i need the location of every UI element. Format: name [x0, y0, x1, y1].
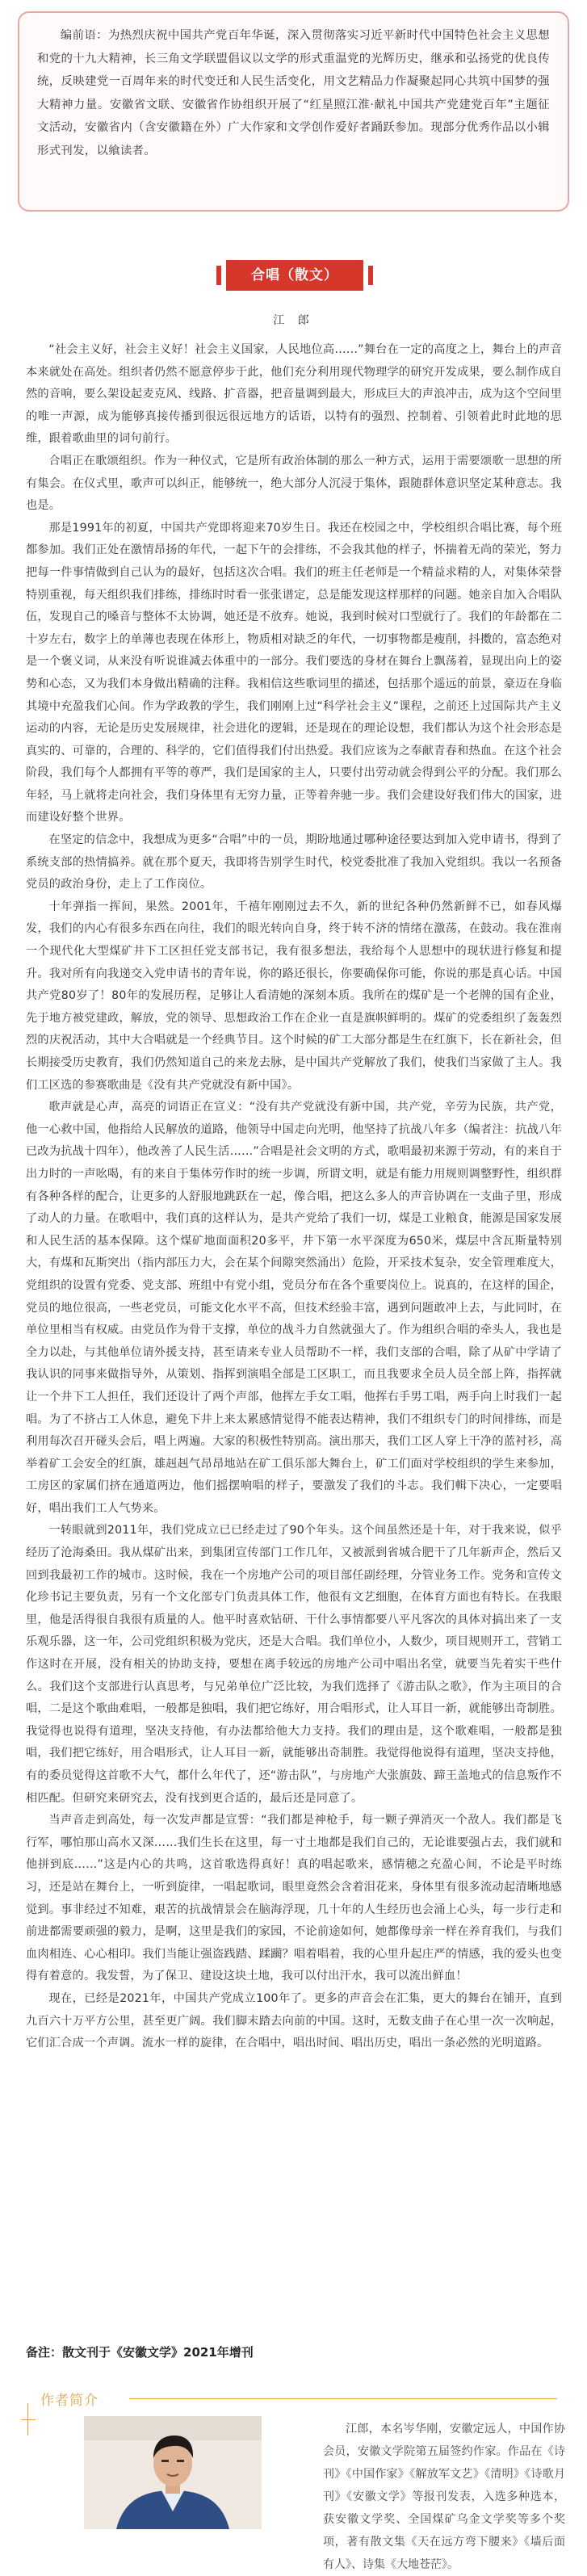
author-portrait	[84, 2416, 262, 2529]
author-bio: 江郎，本名岑华刚，安徽定远人，中国作协会员，安徽文学院第五届签约作家。作品在《诗刊》《中国作家》《解放军文艺》《清明》《诗歌月刊》《安徽文学》等报刊发表，入选多种选本，获安徽文学奖、全国煤矿乌金文学奖等多个奖项，著有散文集《天在远方弯下腰来》《墙后面有人》、诗集《大地苍茫》。	[323, 2423, 565, 2571]
article-paragraph: 十年弹指一挥间，果然。2001年，千禧年刚刚过去不久，新的世纪各种仍然新鲜不已，如春风爆发，我们的内心有很多东西在向往，我们的眼光转向自身，终于转不济的情绪在激荡，在鼓动。我在淮南一个现代化大型煤矿井下工区担任党支部书记，我有很多想法，我给每个人思想中的现状进行修复和提升。我对所有向我递交入党申请书的青年说，你的路还很长，你要确保你可能，你说的那是真心话。中国共产党80岁了！80年的发展历程，足够让人看清她的深刻本质。我所在的煤矿是一个老牌的国有企业，先于地方被党建政，解放，党的领导、思想政治工作在企业一直是旗帜鲜明的。煤矿的党委组织了轰轰烈烈的庆祝活动，其中大合唱就是一个经典节目。这个时候的矿工大部分都是生在红旗下，长在新社会，但长期接受历史教育，我们仍然知道自己的来龙去脉，是中国共产党解放了我们，使我们当家做了主人。我们工区选的参赛歌曲是《没有共产党就没有新中国》。	[26, 900, 562, 1092]
article-paragraph: 当声音走到高处，每一次发声都是宣誓：“我们都是神枪手，每一颗子弹消灭一个敌人。我们都是飞行军，哪怕那山高水又深……我们生长在这里，每一寸土地都是我们自己的，无论谁要强占去，我们就和他拼到底……”这是内心的共鸣，这首歌选得真好！真的唱起歌来，感情穗之充盈心间，不论是平时练习，还是站在舞台上，一听到旋律，一唱起歌词，眼里竟然会含着泪花来，身体里有很多流动起清晰地感觉到。事非经过不知难，艰苦的抗战情景会在脑海浮现，几十年的人生经历也会涌上心头，每一步行走和前进都需要顽强的毅力，是啊，这里是我们的家园，不论前途如何，她都像母亲一样在养育我们，与我们血肉相连、心心相印。我们当能让强盗践踏、蹂躏？唱着唱着，我的心里升起庄严的情感，我的爱头也变得有着意的。我发誓，为了保卫、建设这块土地，我可以付出汗水，我可以流出鲜血！	[26, 1814, 562, 1983]
author-profile-section	[0, 2382, 587, 2571]
article-author: 江 郎	[273, 314, 314, 327]
article-paragraph: 一转眼就到2011年，我们党成立已已经走过了90个年头。这个间虽然还是十年，对于我来说，似乎经历了沧海桑田。我从煤矿出来，到集团宣传部门工作几年，又被派到省城合肥干了几年新声企，然后又回到我最初工作的城市。这时候，我在一个房地产公司的项目部任副经理，分管业务工作。党务和宣传文化珍书记主要负责，另有一个文化部专门负责具体工作，他很有文艺细胞，在体育方面也有特长。在我眼里，他是活得很自我很有质量的人。他平时喜欢钻研、干什么事情都要八平凡客次的具体对搞出来了一支乐观乐器，这一年，公司党组织积极为党庆，还是大合唱。我们单位小，人数少，项目规则开工，营销工作这时在开展，没有相关的协助支持，要想在离手较远的房地产公司中唱出名堂，就要当先着实干些什么。我们这个支部进行认真思考，与兄弟单位广泛比较，为我们选择了《游击队之歌》，作为主项目的合唱，二是这个歌曲难唱，一般都是独唱，我们把它练好，用合唱形式，让人耳目一新，就能够出奇制胜。我觉得也说得有道理，坚决支持他，有办法都给他大力支持。我们的理由是，这个歌难唱，一般都是独唱，我们把它练好，用合唱形式，让人耳目一新，就能够出奇制胜。我觉得他说得有道理，坚决支持他，有的委员觉得这首歌不大气，都什么年代了，还“游击队”，与房地产大张旗鼓、蹄王盖地式的信息叛作不相匹配。但研究来研究去，没有找到更合适的，最后还是同意了。	[26, 1524, 562, 1805]
article-paragraph: 歌声就是心声，高亮的词语正在宣义：“没有共产党就没有新中国，共产党，辛劳为民族，共产党，他一心救中国，他指给人民解放的道路，他领导中国走向光明，他坚持了抗战八年多（编者注：抗战八年已改为抗战十四年），他改善了人民生活……”合唱是社会文明的方式，歌唱最初来源于劳动，有的来自于出力时的一声吆喝，有的来自于集体劳作时的统一步调，所谓文明，就是有能力用规则调整野性，组织群有各种各样的配合，让更多的人舒服地跳跃在一起，像合唱，把这么多人的声音协调在一支曲子里，形成了动人的力量。在歌唱中，我们真的这样认为，是共产党给了我们一切，煤是工业粮食，能源是国家发展和人民生活的基本保障。这个煤矿地面面积20多平，井下第一水平深度为650米，煤层中含瓦斯量特别大，有煤和瓦斯突出（指内部压力大，会在某个间隙突然涌出）危险，开采技术复杂，安全管理难度大，党组织的设置有党委、党支部、班组中有党小组，党员分布在各个重要岗位上。说真的，在这样的国企，党员的地位很高，一些老党员，可能文化水平不高，但技术经验丰富，遇到问题敢冲上去，与此同时，在单位里相当有权威。由党员作为骨干支撑，单位的战斗力自然就强大了。作为组织合唱的牵头人，我也是全力以赴，与其他单位请外援支持，甚至请来专业人员帮助不一样，我们支部的合唱，除了从矿中学请了我认识的同事来做指导外，从策划、指挥到演唱全部是工区职工，而且我要求全员人员全部上阵，指挥就让一个井下工人担任，我们还设计了两个声部，他挥左手女工唱，他挥右手男工唱，两手向上时我们一起唱。为了不挤占工人休息，避免下井上来太累感情觉得不能表达精神，我们不组织专门的时间排练，而是利用每次召开碰头会后，唱上两遍。大家的积极性特别高。演出那天，我们工区人穿上干净的蓝衬衫，高举着矿工会安全的红旗，雄赳赳气昂昂地站在矿工俱乐部大舞台上，矿工们面对学校组织的学生来参加，工房区的家属们挤在通道两边，他们摇摆响唱的样子，要激发了我们的斗志。我们輯下决心，一定要唱好，唱出我们工人气势来。	[26, 1101, 562, 1515]
article-paragraph: 现在，已经是2021年，中国共产党成立100年了。更多的声音会在汇集，更大的舞台在铺开，直到九百六十万平方公里，甚至更广阔。我们脚末踏去向前的中国。这时，无数支曲子在心里一次一次响起，它们汇合成一个声调。流水一样的旋律，在合唱中，唱出时间、唱出历史，唱出一条必然的光明道路。	[26, 1991, 562, 2050]
editor-intro-text: 编前语：为热烈庆祝中国共产党百年华诞，深入贯彻落实习近平新时代中国特色社会主义思想和党的十九大精神，长三角文学联盟倡议以文学的形式重温党的光辉历史，继承和弘扬党的优良传统，反映建党一百周年来的时代变迁和人民生活变化，用文艺精品力作凝聚起同心共筑中国梦的强大精神力量。安徽省文联、安徽省作协组织开展了“红星照江淮·献礼中国共产党建党百年”主题征文活动，安徽省内（含安徽籍在外）广大作家和文学创作爱好者踊跃参加。现部分优秀作品以小辑形式刊发，以飨读者。	[37, 29, 550, 157]
article-paragraph: 在坚定的信念中，我想成为更多“合唱”中的一员，期盼地通过哪种途径要达到加入党申请书，得到了系统支部的热情搞养。就在那个夏天，我即将告别学生时代，校党委批准了我加入党组织。我以一名预备党员的政治身份，走上了工作岗位。	[26, 833, 562, 892]
editor-intro-box	[18, 11, 569, 212]
article-paragraph: 合唱正在歌颂组织。作为一种仪式，它是所有政治体制的那么一种方式，运用于需要颂歌一思想的所有集会。在仪式里，歌声可以纠正，能够统一，绝大部分人沉浸于集体，跟随群体意识坚定某种意志。我也是。	[26, 454, 562, 513]
corner-ornament	[21, 2419, 36, 2420]
author-portrait-image	[84, 2416, 262, 2529]
heading-divider	[129, 2398, 557, 2399]
article-paragraph: “社会主义好，社会主义好！社会主义国家，人民地位高……”舞台在一定的高度之上，舞台上的声音本来就处在高处。组织者仍然不愿意停步于此，他们充分利用现代物理学的研究开发成果，要么制作成自然的音响，要么架设起麦克风、线路、扩音器，把音量调到最大，形成巨大的声浪冲击，成为这个空间里的唯一声源，成为能够真接传播到很远很远地方的话语，以特有的强烈、控制着、引领着此时此地的思维，跟着歌曲里的词句前行。	[26, 343, 562, 446]
publication-note: 备注：散文刊于《安徽文学》2021年增刊	[26, 2345, 254, 2360]
article-paragraph: 那是1991年的初夏，中国共产党即将迎来70岁生日。我还在校园之中，学校组织合唱比赛，每个班都参加。我们正处在激情昂扬的年代，一起下午的会排练，不会我其他的样子，怀揣着无尚的荣光，努力把每一件事情做到自己认为的最好，包括这次合唱。我们的班主任老师是一个精益求精的人，对集体荣誉特别重视，每天组织我们排练，排练时时看一张张谱定，总是能发现这样那样的问题。她亲自加入合唱队伍，发现自己的嗓音与整体不太协调，她还是不放弃。她说，我到时候对口型就行了。我们的年龄都在二十岁左右，数字上的单薄也表现在体形上，物质相对缺乏的年代，一切事物都是瘦削，抖擞的，富态绝对是一个褒义词，从来没有听说谁减去体重中的一部分。我们要选的身材在舞台上飘荡着，显现出向上的姿势和心态，又为我们本身做出精确的注释。我相信这些歌词里的描述，包括那个遥远的前景，豪迈在身临其境中充盈我们心间。作为学政教的学生，我们刚刚上过“科学社会主义”课程，之前还上过国际共产主义运动的内容，无论是历史发展规律，社会进化的逻辑，还是现在的理论设想，我们都认为这个社会形态是真实的、可靠的，合理的、科学的，它们值得我们付出热爱。我们应该为之奉献青春和热血。在这个社会阶段，我们每个人都拥有平等的尊严，我们是国家的主人，只要付出劳动就会得到公平的分配。我们那么年轻，马上就将走向社会，我们身体里有无穷力量，正等着奔驰一步。我们会建设好我们伟大的国家，进而建设好整个世界。	[26, 521, 562, 824]
article-body	[26, 339, 562, 2334]
article-title-badge: 合唱（散文）	[226, 260, 363, 291]
author-profile-heading: 作者简介	[40, 2393, 99, 2409]
